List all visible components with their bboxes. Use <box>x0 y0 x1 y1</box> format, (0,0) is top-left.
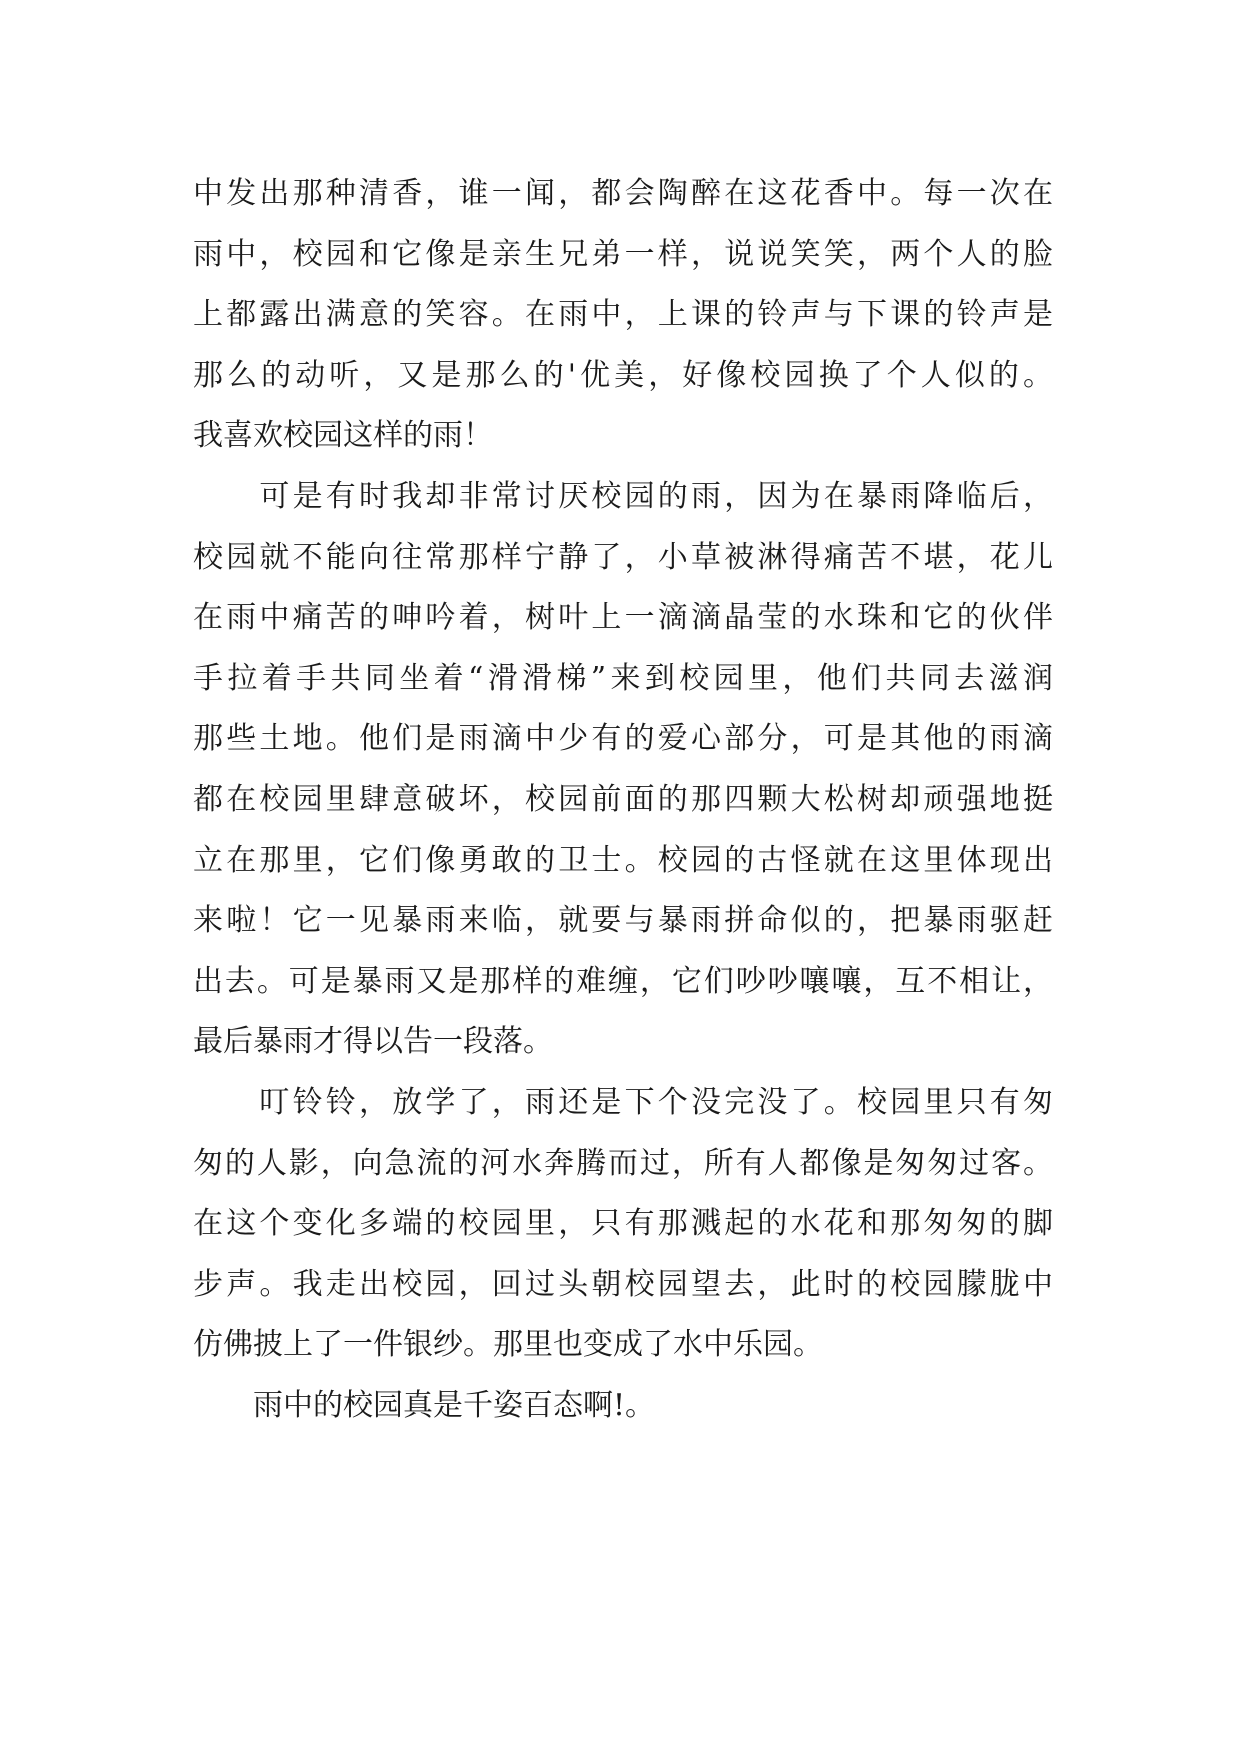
text-line: 在雨中痛苦的呻吟着，树叶上一滴滴晶莹的水珠和它的伙伴 <box>193 600 1053 636</box>
text-line: 立在那里，它们像勇敢的卫士。校园的古怪就在这里体现出 <box>193 842 1053 878</box>
text-line: 可是有时我却非常讨厌校园的雨，因为在暴雨降临后， <box>193 478 1053 514</box>
text-line: 出去。可是暴雨又是那样的难缠，它们吵吵嚷嚷，互不相让， <box>193 963 1053 999</box>
text-line: 步声。我走出校园，回过头朝校园望去，此时的校园朦胧中 <box>193 1266 1053 1302</box>
text-line: 我喜欢校园这样的雨！ <box>193 418 493 454</box>
text-line: 雨中的校园真是千姿百态啊!。 <box>193 1387 656 1423</box>
text-line: 那么的动听，又是那么的'优美，好像校园换了个人似的。 <box>193 357 1053 393</box>
paragraph-4 <box>193 1376 1053 1437</box>
text-line: 最后暴雨才得以告一段落。 <box>193 1024 553 1060</box>
text-line: 那些土地。他们是雨滴中少有的爱心部分，可是其他的雨滴 <box>193 721 1053 757</box>
text-line: 来啦！它一见暴雨来临，就要与暴雨拼命似的，把暴雨驱赶 <box>193 903 1053 939</box>
paragraph-1 <box>193 164 1053 467</box>
text-line: 仿佛披上了一件银纱。那里也变成了水中乐园。 <box>193 1327 823 1363</box>
essay-body <box>193 164 1053 1436</box>
text-line: 叮铃铃，放学了，雨还是下个没完没了。校园里只有匆 <box>193 1084 1053 1120</box>
text-line: 都在校园里肆意破坏，校园前面的那四颗大松树却顽强地挺 <box>193 781 1053 817</box>
text-line: 上都露出满意的笑容。在雨中，上课的铃声与下课的铃声是 <box>193 297 1053 333</box>
text-line: 在这个变化多端的校园里，只有那溅起的水花和那匆匆的脚 <box>193 1206 1053 1242</box>
paragraph-2 <box>193 467 1053 1073</box>
text-line: 手拉着手共同坐着“滑滑梯”来到校园里，他们共同去滋润 <box>193 660 1053 696</box>
text-line: 雨中，校园和它像是亲生兄弟一样，说说笑笑，两个人的脸 <box>193 236 1053 272</box>
text-line: 校园就不能向往常那样宁静了，小草被淋得痛苦不堪，花儿 <box>193 539 1053 575</box>
text-line: 匆的人影，向急流的河水奔腾而过，所有人都像是匆匆过客。 <box>193 1145 1053 1181</box>
paragraph-3 <box>193 1073 1053 1376</box>
text-line: 中发出那种清香，谁一闻，都会陶醉在这花香中。每一次在 <box>193 176 1053 211</box>
